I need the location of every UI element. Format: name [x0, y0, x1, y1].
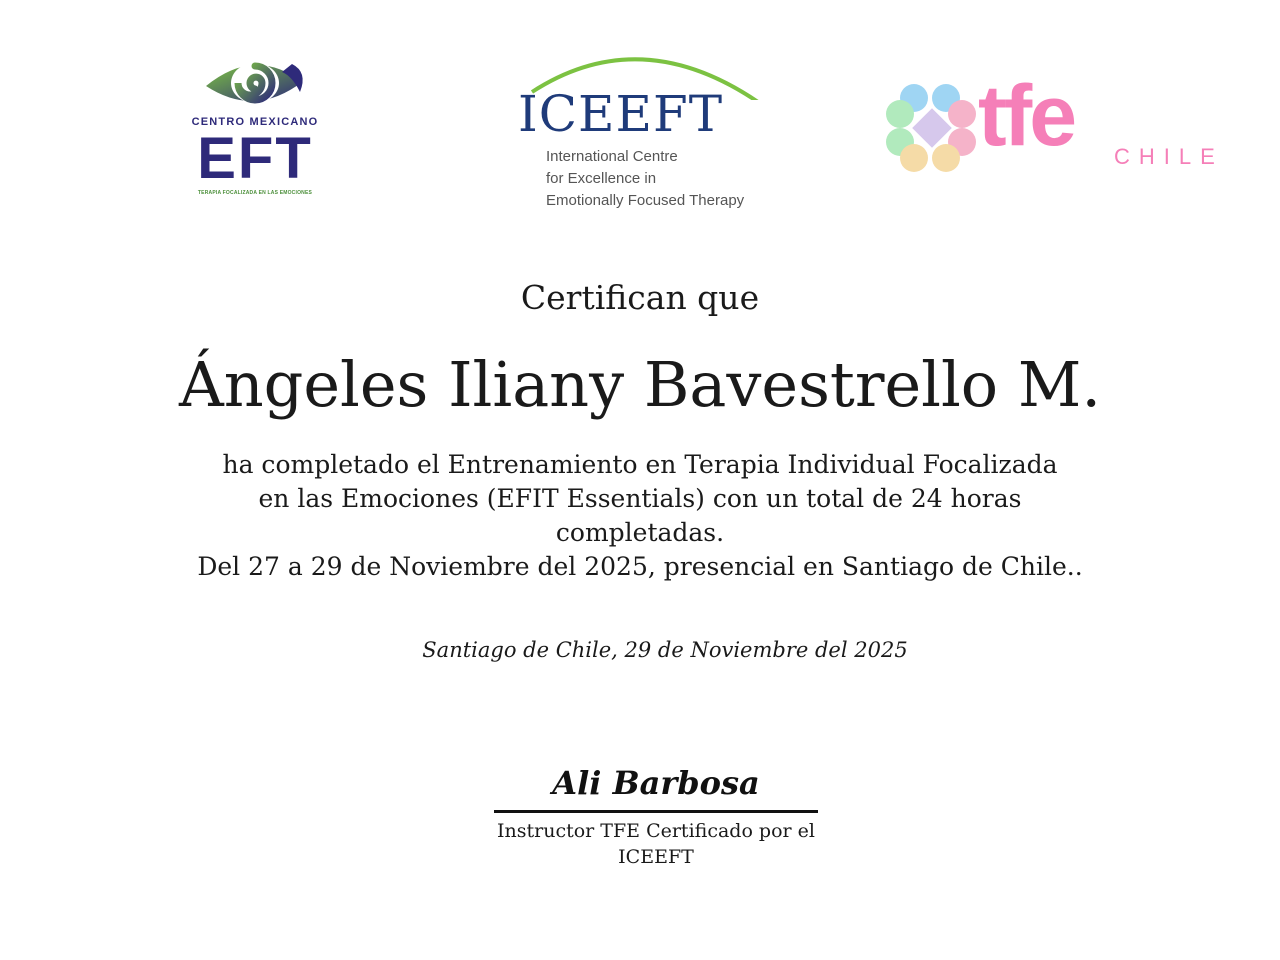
logo-iceeft: [510, 40, 770, 220]
body-line-4: Del 27 a 29 de Noviembre del 2025, presencial en Santiago de Chile..: [197, 552, 1083, 581]
body-line-1: ha completado el Entrenamiento en Terapia Individual Focalizada: [222, 450, 1058, 479]
eft-sub-text: TERAPIA FOCALIZADA EN LAS EMOCIONES: [197, 190, 313, 196]
hearts-cross-icon: [884, 80, 980, 176]
iceeft-line-3: Emotionally Focused Therapy: [546, 192, 745, 209]
logo-tfe-chile: [884, 68, 1224, 178]
signature-line: [494, 810, 818, 813]
certify-intro: Certifican que: [520, 278, 760, 317]
recipient-name: Ángeles Iliany Bavestrello M.: [178, 348, 1102, 421]
body-line-2: en las Emociones (EFIT Essentials) con un total de 24 horas: [258, 484, 1022, 513]
iceeft-line-2: for Excellence in: [546, 170, 657, 187]
eft-main-text: EFT: [197, 126, 313, 191]
eye-swirl-icon: [180, 52, 330, 116]
certificate-body: [190, 448, 1090, 584]
signature: Ali Barbosa: [552, 764, 760, 802]
iceeft-name: ICEEFT: [518, 85, 724, 143]
tfe-main-text: tfe: [978, 68, 1075, 164]
body-line-3: completadas.: [555, 518, 725, 547]
logo-centro-mexicano-eft: [180, 52, 330, 202]
iceeft-line-1: International Centre: [546, 148, 678, 165]
place-and-date: Santiago de Chile, 29 de Noviembre del 2025: [422, 638, 908, 662]
tfe-chile-text: CHILE: [1114, 144, 1224, 169]
signatory-caption: [474, 818, 838, 870]
signatory-caption-line-2: ICEEFT: [618, 846, 694, 868]
signatory-caption-line-1: Instructor TFE Certificado por el: [497, 820, 815, 842]
eft-top-text: CENTRO MEXICANO: [191, 116, 319, 128]
